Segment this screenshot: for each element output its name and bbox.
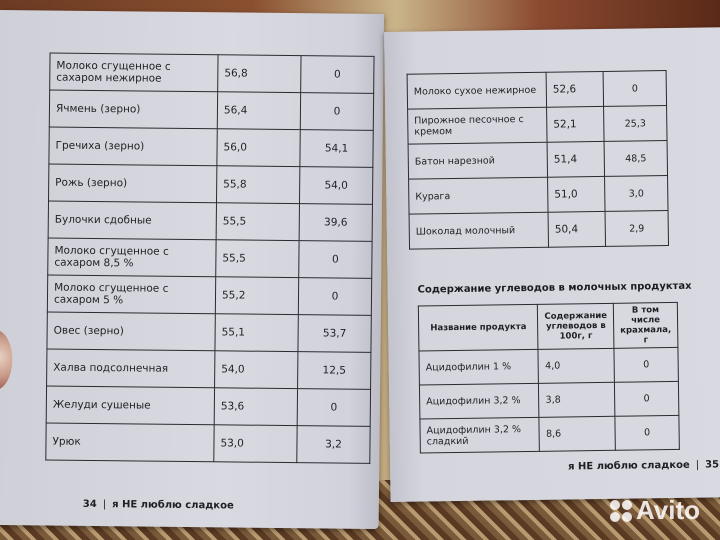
starch-value: 0 bbox=[614, 347, 678, 382]
product-name: Молоко сухое нежирное bbox=[407, 72, 546, 109]
avito-logo-icon bbox=[610, 500, 632, 522]
product-name: Шоколад молочный bbox=[409, 212, 548, 249]
right-page bbox=[384, 27, 720, 502]
starch-value: 0 bbox=[301, 56, 374, 94]
starch-value: 0 bbox=[299, 241, 372, 279]
product-name: Курага bbox=[409, 177, 548, 214]
carbs-value: 55,5 bbox=[216, 203, 299, 241]
carbs-value: 55,2 bbox=[215, 277, 298, 315]
carbs-value: 56,4 bbox=[217, 92, 300, 130]
starch-value: 0 bbox=[300, 93, 373, 131]
carbs-value: 52,6 bbox=[546, 71, 603, 107]
starch-value: 0 bbox=[614, 381, 678, 416]
starch-value: 0 bbox=[615, 415, 679, 450]
carbs-table-left bbox=[45, 53, 374, 464]
product-name: Желуди сушеные bbox=[46, 386, 214, 425]
table-row bbox=[47, 312, 371, 352]
carbs-value: 53,0 bbox=[214, 425, 297, 463]
starch-value: 3,2 bbox=[297, 426, 370, 464]
starch-value: 53,7 bbox=[298, 315, 371, 353]
starch-value: 25,3 bbox=[604, 106, 667, 142]
product-name: Урюк bbox=[46, 423, 214, 462]
header-name: Название продукта bbox=[418, 304, 538, 351]
book-title: я НЕ люблю сладкое bbox=[568, 459, 690, 473]
carbs-value: 55,1 bbox=[215, 314, 298, 352]
carbs-value: 51,0 bbox=[548, 176, 605, 212]
starch-value: 3,0 bbox=[605, 176, 668, 212]
starch-value: 12,5 bbox=[298, 352, 371, 390]
starch-value: 0 bbox=[297, 389, 370, 427]
table-row bbox=[46, 386, 370, 426]
header-carbs: Содержание углеводов в 100г, г bbox=[538, 303, 614, 349]
product-name: Ацидофилин 1 % bbox=[419, 349, 539, 385]
table-row bbox=[47, 349, 371, 389]
product-name: Молоко сгущенное с сахаром 5 % bbox=[47, 275, 215, 314]
product-name: Ацидофилин 3,2 % bbox=[419, 383, 539, 419]
carbs-value: 53,6 bbox=[214, 388, 297, 426]
table-row bbox=[49, 164, 373, 204]
table-row bbox=[46, 423, 370, 463]
product-name: Овес (зерно) bbox=[47, 312, 215, 351]
product-name: Молоко сгущенное с сахаром 8,5 % bbox=[48, 238, 216, 277]
table-row bbox=[48, 238, 372, 278]
product-name: Булочки сдобные bbox=[48, 201, 216, 240]
carbs-value: 56,0 bbox=[217, 129, 300, 167]
watermark-text: Avito bbox=[635, 495, 700, 525]
table-row bbox=[409, 176, 668, 215]
carbs-value: 8,6 bbox=[539, 416, 615, 451]
carbs-value: 51,4 bbox=[547, 141, 604, 177]
table-row bbox=[408, 141, 667, 180]
carbs-value: 55,8 bbox=[216, 166, 299, 204]
book-title: я НЕ люблю сладкое bbox=[112, 499, 234, 512]
product-name: Ячмень (зерно) bbox=[49, 90, 217, 129]
carbs-value: 3,8 bbox=[539, 382, 615, 417]
table-row bbox=[407, 71, 666, 110]
carbs-value: 50,4 bbox=[548, 211, 605, 247]
header-starch: В том числе крахмала, г bbox=[613, 302, 678, 348]
starch-value: 0 bbox=[603, 71, 666, 107]
table-row bbox=[49, 127, 373, 167]
starch-value: 2,9 bbox=[605, 211, 668, 247]
product-name: Молоко сгущенное с сахаром нежирное bbox=[50, 53, 218, 92]
table-row bbox=[409, 211, 668, 250]
product-name: Ацидофилин 3,2 % сладкий bbox=[420, 417, 540, 453]
page-number: 35 bbox=[705, 459, 720, 471]
table-row bbox=[420, 415, 679, 453]
table-row bbox=[419, 347, 678, 385]
carbs-value: 4,0 bbox=[538, 348, 614, 383]
table-row bbox=[408, 106, 667, 145]
dairy-carbs-table bbox=[418, 302, 680, 454]
table-row bbox=[49, 90, 373, 130]
page-number: 34 bbox=[82, 498, 97, 511]
footer-left: 34 | я НЕ люблю сладкое bbox=[82, 498, 234, 512]
product-name: Халва подсолнечная bbox=[47, 349, 215, 388]
product-name: Рожь (зерно) bbox=[49, 164, 217, 203]
product-name: Пирожное песочное с кремом bbox=[408, 107, 547, 144]
product-name: Батон нарезной bbox=[408, 142, 547, 179]
table-row bbox=[419, 381, 678, 419]
table-header-row bbox=[418, 302, 678, 351]
carbs-value: 56,8 bbox=[218, 55, 301, 93]
carbs-value: 54,0 bbox=[215, 351, 298, 389]
starch-value: 48,5 bbox=[604, 141, 667, 177]
avito-watermark bbox=[610, 495, 700, 526]
carbs-value: 55,5 bbox=[216, 240, 299, 278]
carbs-value: 52,1 bbox=[547, 106, 604, 142]
thumb bbox=[0, 330, 13, 390]
starch-value: 54,1 bbox=[300, 130, 373, 168]
table-row bbox=[50, 53, 374, 93]
section-title: Содержание углеводов в молочных продуктах bbox=[417, 280, 692, 296]
footer-right: я НЕ люблю сладкое | 35 bbox=[568, 459, 720, 473]
starch-value: 0 bbox=[298, 278, 371, 316]
table-row bbox=[48, 201, 372, 241]
carbs-table-right bbox=[407, 70, 669, 250]
starch-value: 39,6 bbox=[299, 204, 372, 242]
starch-value: 54,0 bbox=[299, 167, 372, 205]
product-name: Гречиха (зерно) bbox=[49, 127, 217, 166]
left-page bbox=[0, 10, 384, 529]
table-row bbox=[47, 275, 371, 315]
